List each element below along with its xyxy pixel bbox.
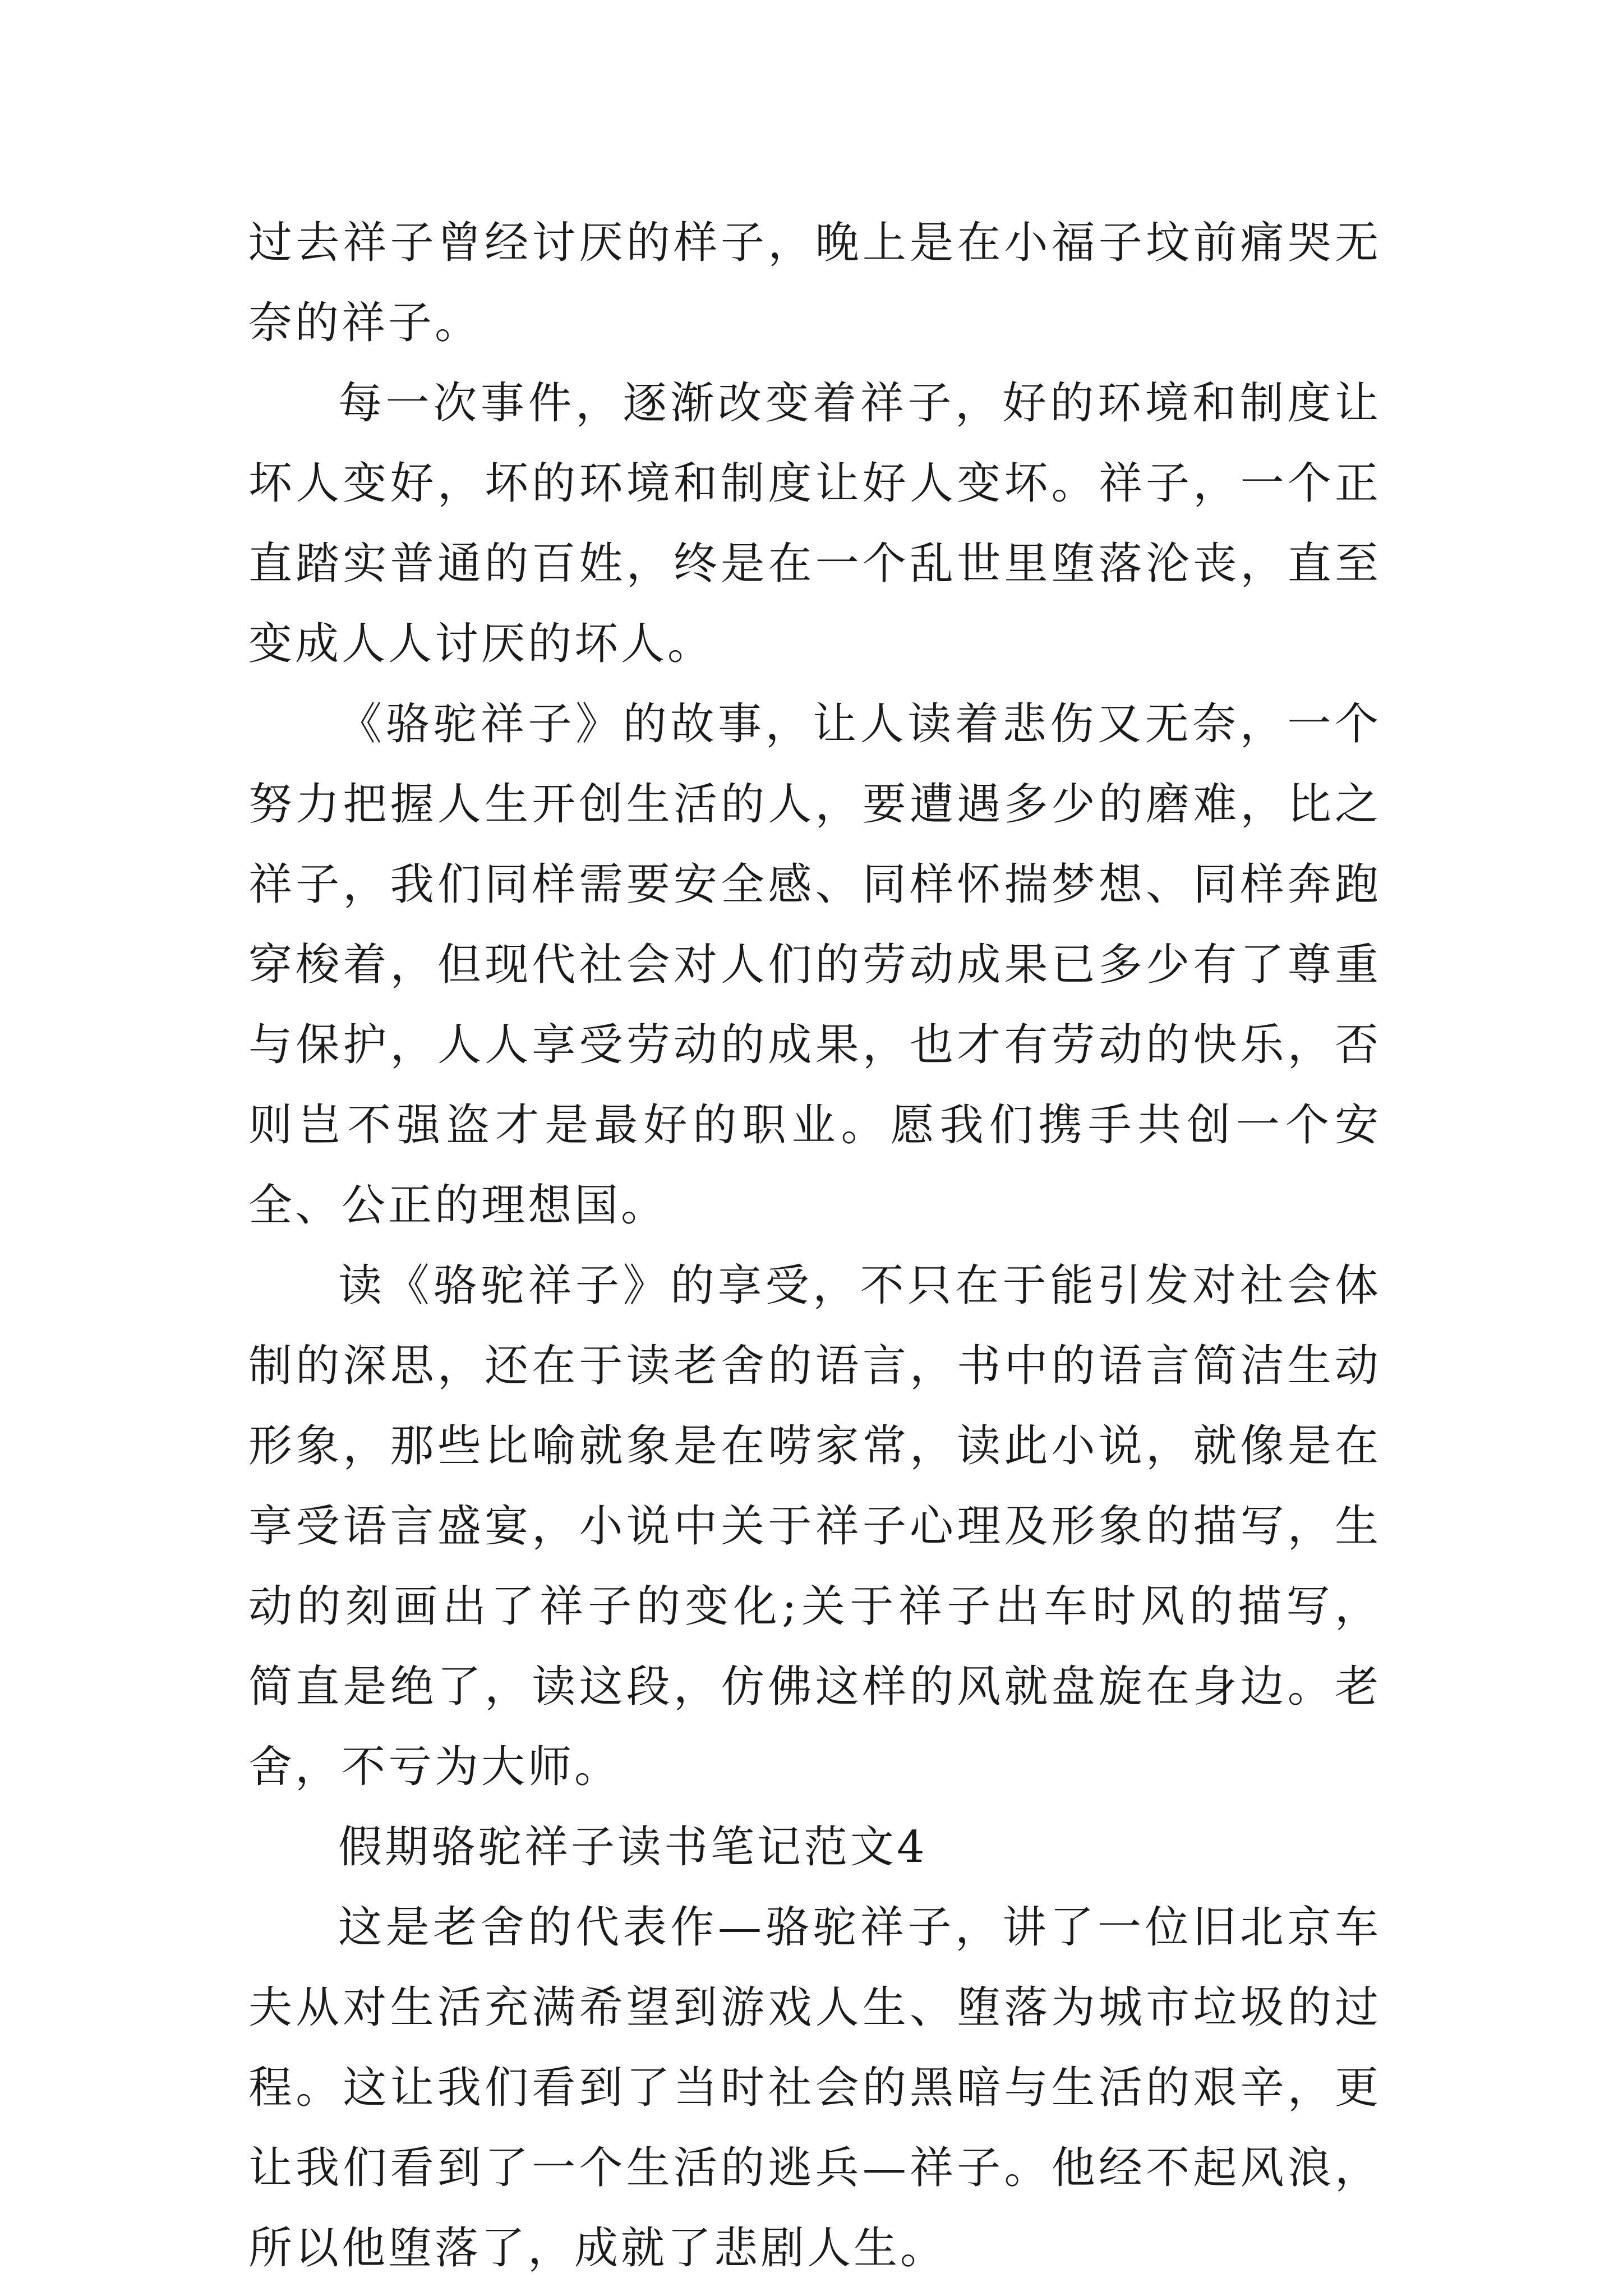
body-text — [248, 203, 1381, 2289]
paragraph-5: 这是老舍的代表作—骆驼祥子，讲了一位旧北京车夫从对生活充满希望到游戏人生、堕落为城市垃圾的过程。这让我们看到了当时社会的黑暗与生活的艰辛，更让我们看到了一个生活的逃兵—祥子。他经不起风浪，所以他堕落了，成就了悲剧人生。 — [248, 1902, 1381, 2274]
section-heading: 假期骆驼祥子读书笔记范文4 — [338, 1822, 928, 1872]
paragraph-4: 读《骆驼祥子》的享受，不只在于能引发对社会体制的深思，还在于读老舍的语言，书中的语言简洁生动形象，那些比喻就象是在唠家常，读此小说，就像是在享受语言盛宴，小说中关于祥子心理及形象的描写，生动的刻画出了祥子的变化;关于祥子出车时风的描写，简直是绝了，读这段，仿佛这样的风就盘旋在身边。老舍，不亏为大师。 — [248, 1260, 1381, 1792]
paragraph-1: 过去祥子曾经讨厌的样子，晚上是在小福子坟前痛哭无奈的祥子。 — [248, 218, 1381, 348]
paragraph-3: 《骆驼祥子》的故事，让人读着悲伤又无奈，一个努力把握人生开创生活的人，要遭遇多少的磨难，比之祥子，我们同样需要安全感、同样怀揣梦想、同样奔跑穿梭着，但现代社会对人们的劳动成果已多少有了尊重与保护，人人享受劳动的成果，也才有劳动的快乐，否则岂不强盗才是最好的职业。愿我们携手共创一个安全、公正的理想国。 — [248, 699, 1381, 1231]
paragraph-2: 每一次事件，逐渐改变着祥子，好的环境和制度让坏人变好，坏的环境和制度让好人变坏。祥子，一个正直踏实普通的百姓，终是在一个乱世里堕落沦丧，直至变成人人讨厌的坏人。 — [248, 378, 1381, 669]
